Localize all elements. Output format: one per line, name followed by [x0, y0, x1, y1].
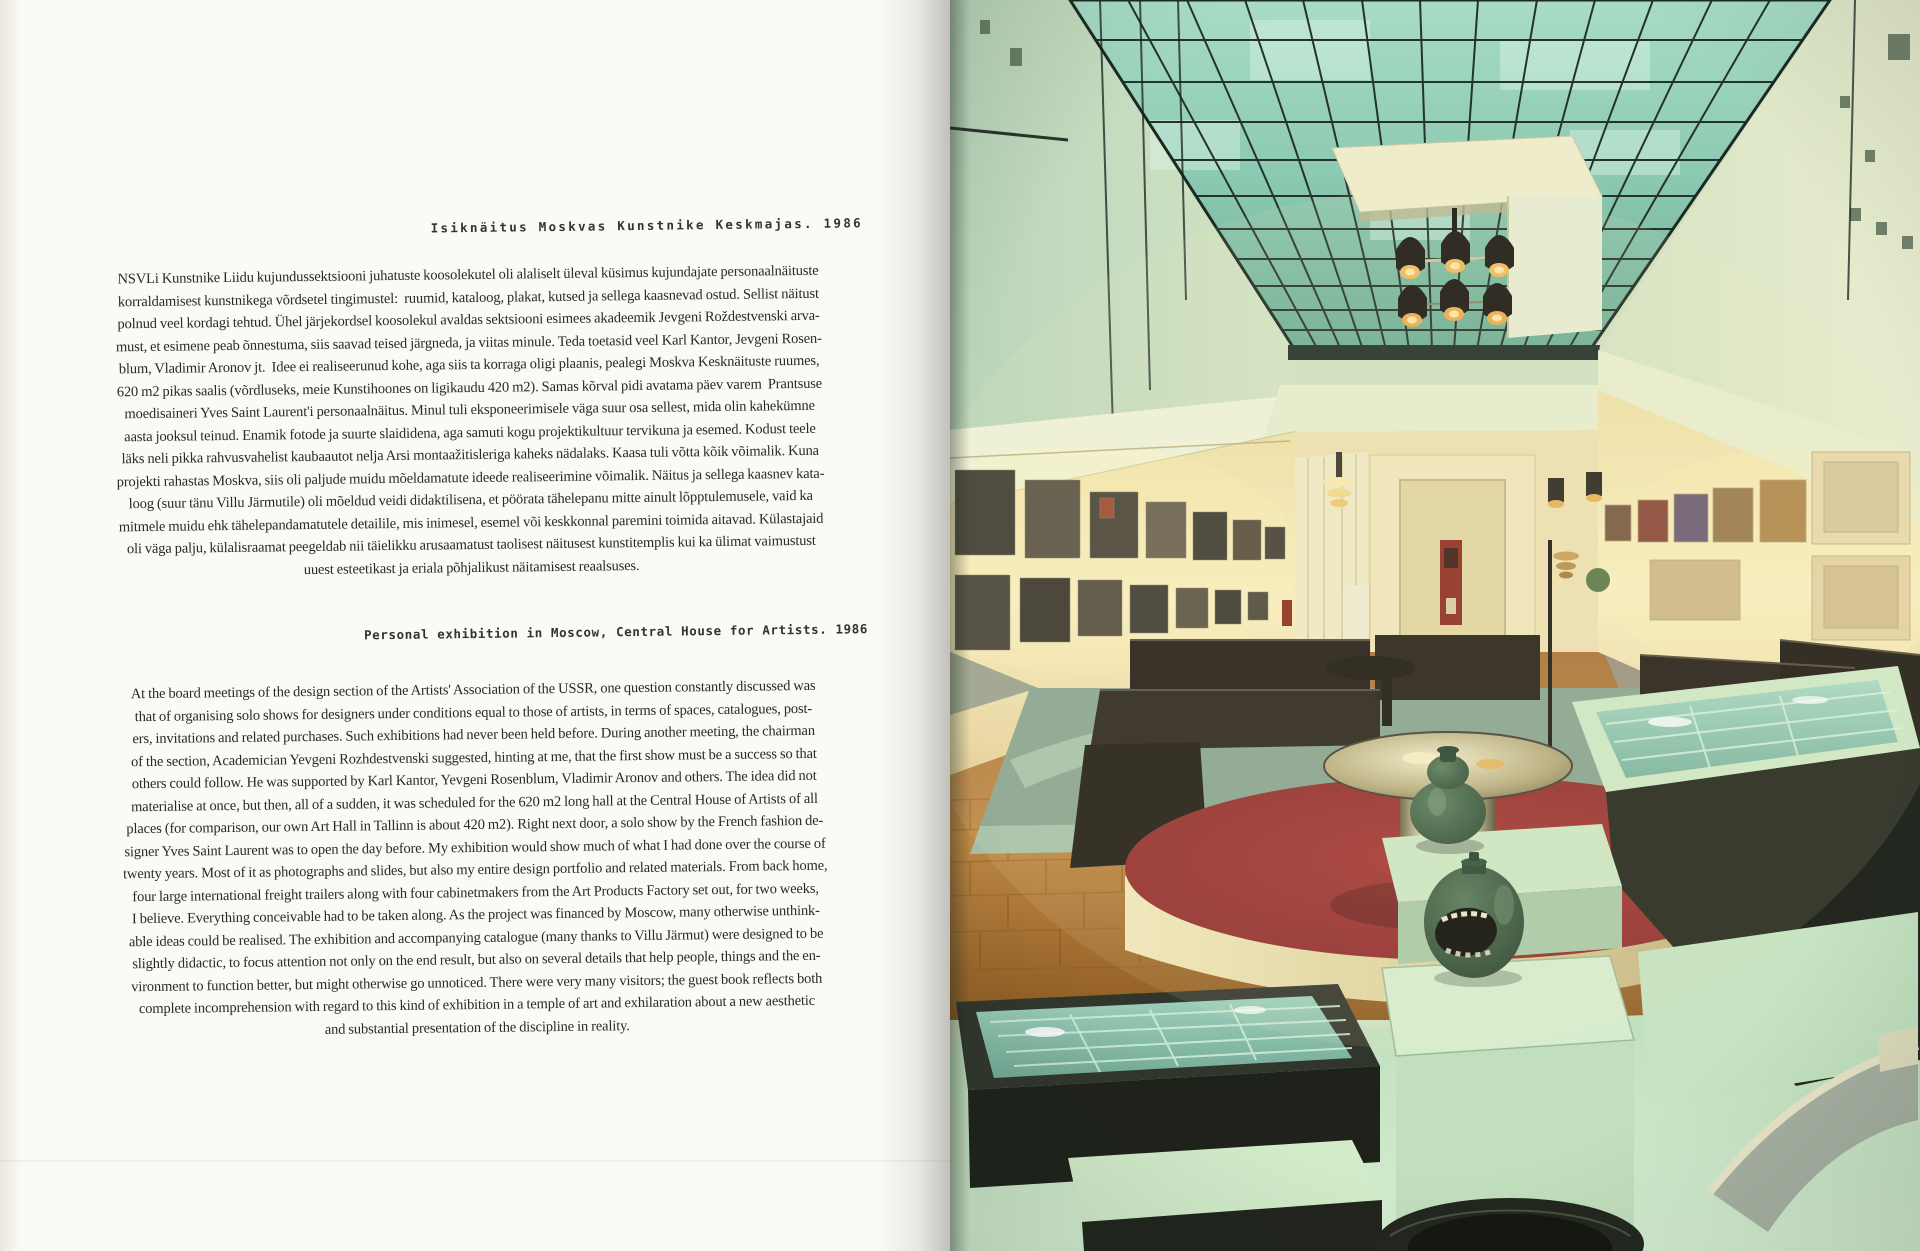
english-paragraph: At the board meetings of the design section of the Artists' Association of the USSR, one question constantly discussed was that of organising solo shows for designers under conditions equal to those of artists, in terms of spaces, catalogues, post- ers, invitations and related purchases. Such exhibitions had never been held before. During another meeting, the chairman of the section, Academician Yevgeni Rozhdestvenski suggested, hinting at me, that the first show must be a success so that others could follow. He was supported by Karl Kantor, Yevgeni Rosenblum, Vladimir Aronov and others. The idea did not materialise at once, but then, all of a sudden, it was scheduled for the 620 m2 long hall at the Central House of Artists of all places (for comparison, our own Art Hall in Tallinn is about 420 m2). Right next door, a solo show by the French fashion de- signer Yves Saint Laurent was to open the day before. My exhibition would show much of what I had done over the course of twenty years. Most of it as photographs and slides, but also my entire design portfolio and related materials. From back home, four large international freight trailers along with four cabinetmakers from the Art Products Factory set out, for two weeks, I believe. Everything conceivable had to be taken along. As the project was financed by Moscow, many otherwise unthink- able ideas could be realised. The exhibition and accompanying catalogue (many thanks to Villu Järmut) were designed to be slightly didactic, to focus attention not only on the end result, but also on several details that help people, things and the en- vironment to function better, but might otherwise go unnoticed. There were very many visitors; the guest book reflects both complete incomprehension with regard to this kind of exhibition in a temple of art and exhilaration about a new aesthetic and substantial presentation of the discipline in reality.: [123, 677, 828, 1038]
estonian-paragraph: NSVLi Kunstnike Liidu kujundussektsiooni juhatuste koosolekutel oli alaliselt üleval küsimus kujundajate personaalnäituste korraldamisest kunstnikega võrdsetel tingimustel: ruumid, kataloog, plakat, kutsed ja sellega kaasnevad ostud. Sellist näitust polnud veel kordagi tehtud. Ühel järjekordsel koosolekul avaldas sektsiooni esimees akadeemik Jevgeni Roždestvenski arva- must, et esimene peab õnnestuma, siis saavad teised järgneda, ja viitas minule. Teda toetasid veel Karl Kantor, Jevgeni Rosen- blum, Vladimir Aronov jt. Idee ei realiseerunud kohe, aga siis ta korraga oligi plaanis, pealegi Moskva Kesknäituste ruumes, 620 m2 pikas saalis (võrdluseks, meie Kunstihoones on ligikaudu 420 m2). Samas kõrval pidi avatama päev varem Prantsuse moedisaineri Yves Saint Laurent'i personaalnäitus. Minul tuli eksponeerimisele väga suur osa sellest, mida olin kahekümne aasta jooksul teinud. Enamik fotode ja suurte slaididena, aga samuti kogu projektikultuur tervikuna ja esemed. Kodust teele läks neli pikka rahvusvahelist kaubaautot nelja Arsi montaažitisleriga kaheks nädalaks. Kaasa tuli võtta kõik võimalik. Kuna projekti rahastas Moskva, siis oli paljude muidu mõeldamatute ideede realiseerimine võimalik. Näitus ja sellega kaasnev kata- loog (suur tänu Villu Järmutile) oli mõeldud veidi didaktilisena, et pöörata tähelepanu mitte ainult lõpptulemusele, vaid ka mitmele muidu ehk tähelepandamatutele detailile, mis inimesel, esemel või keskkonnal paremini toimida aitavad. Külastajaid oli väga palju, külalisraamat peegeldab nii täielikku arusaamatust taolisest näitusest kunstitemplis kui ka ülimat vaimustust uuest esteetikast ja eriala põhjalikust näitamisest reaalsuses.: [115, 262, 825, 578]
photo-vignette: [950, 0, 1920, 1251]
right-page: [950, 0, 1920, 1251]
left-page: [0, 0, 950, 1251]
text-column: [47, 0, 897, 1251]
page-gutter-shadow: [876, 0, 950, 1251]
english-title: Personal exhibition in Moscow, Central House for Artists. 1986: [364, 621, 868, 643]
photo-gutter-edge-shadow: [950, 0, 970, 1251]
exhibition-photo: [950, 0, 1920, 1251]
estonian-title: Isiknäitus Moskvas Kunstnike Keskmajas. 1986: [430, 215, 864, 236]
page-crease: [0, 1160, 950, 1162]
